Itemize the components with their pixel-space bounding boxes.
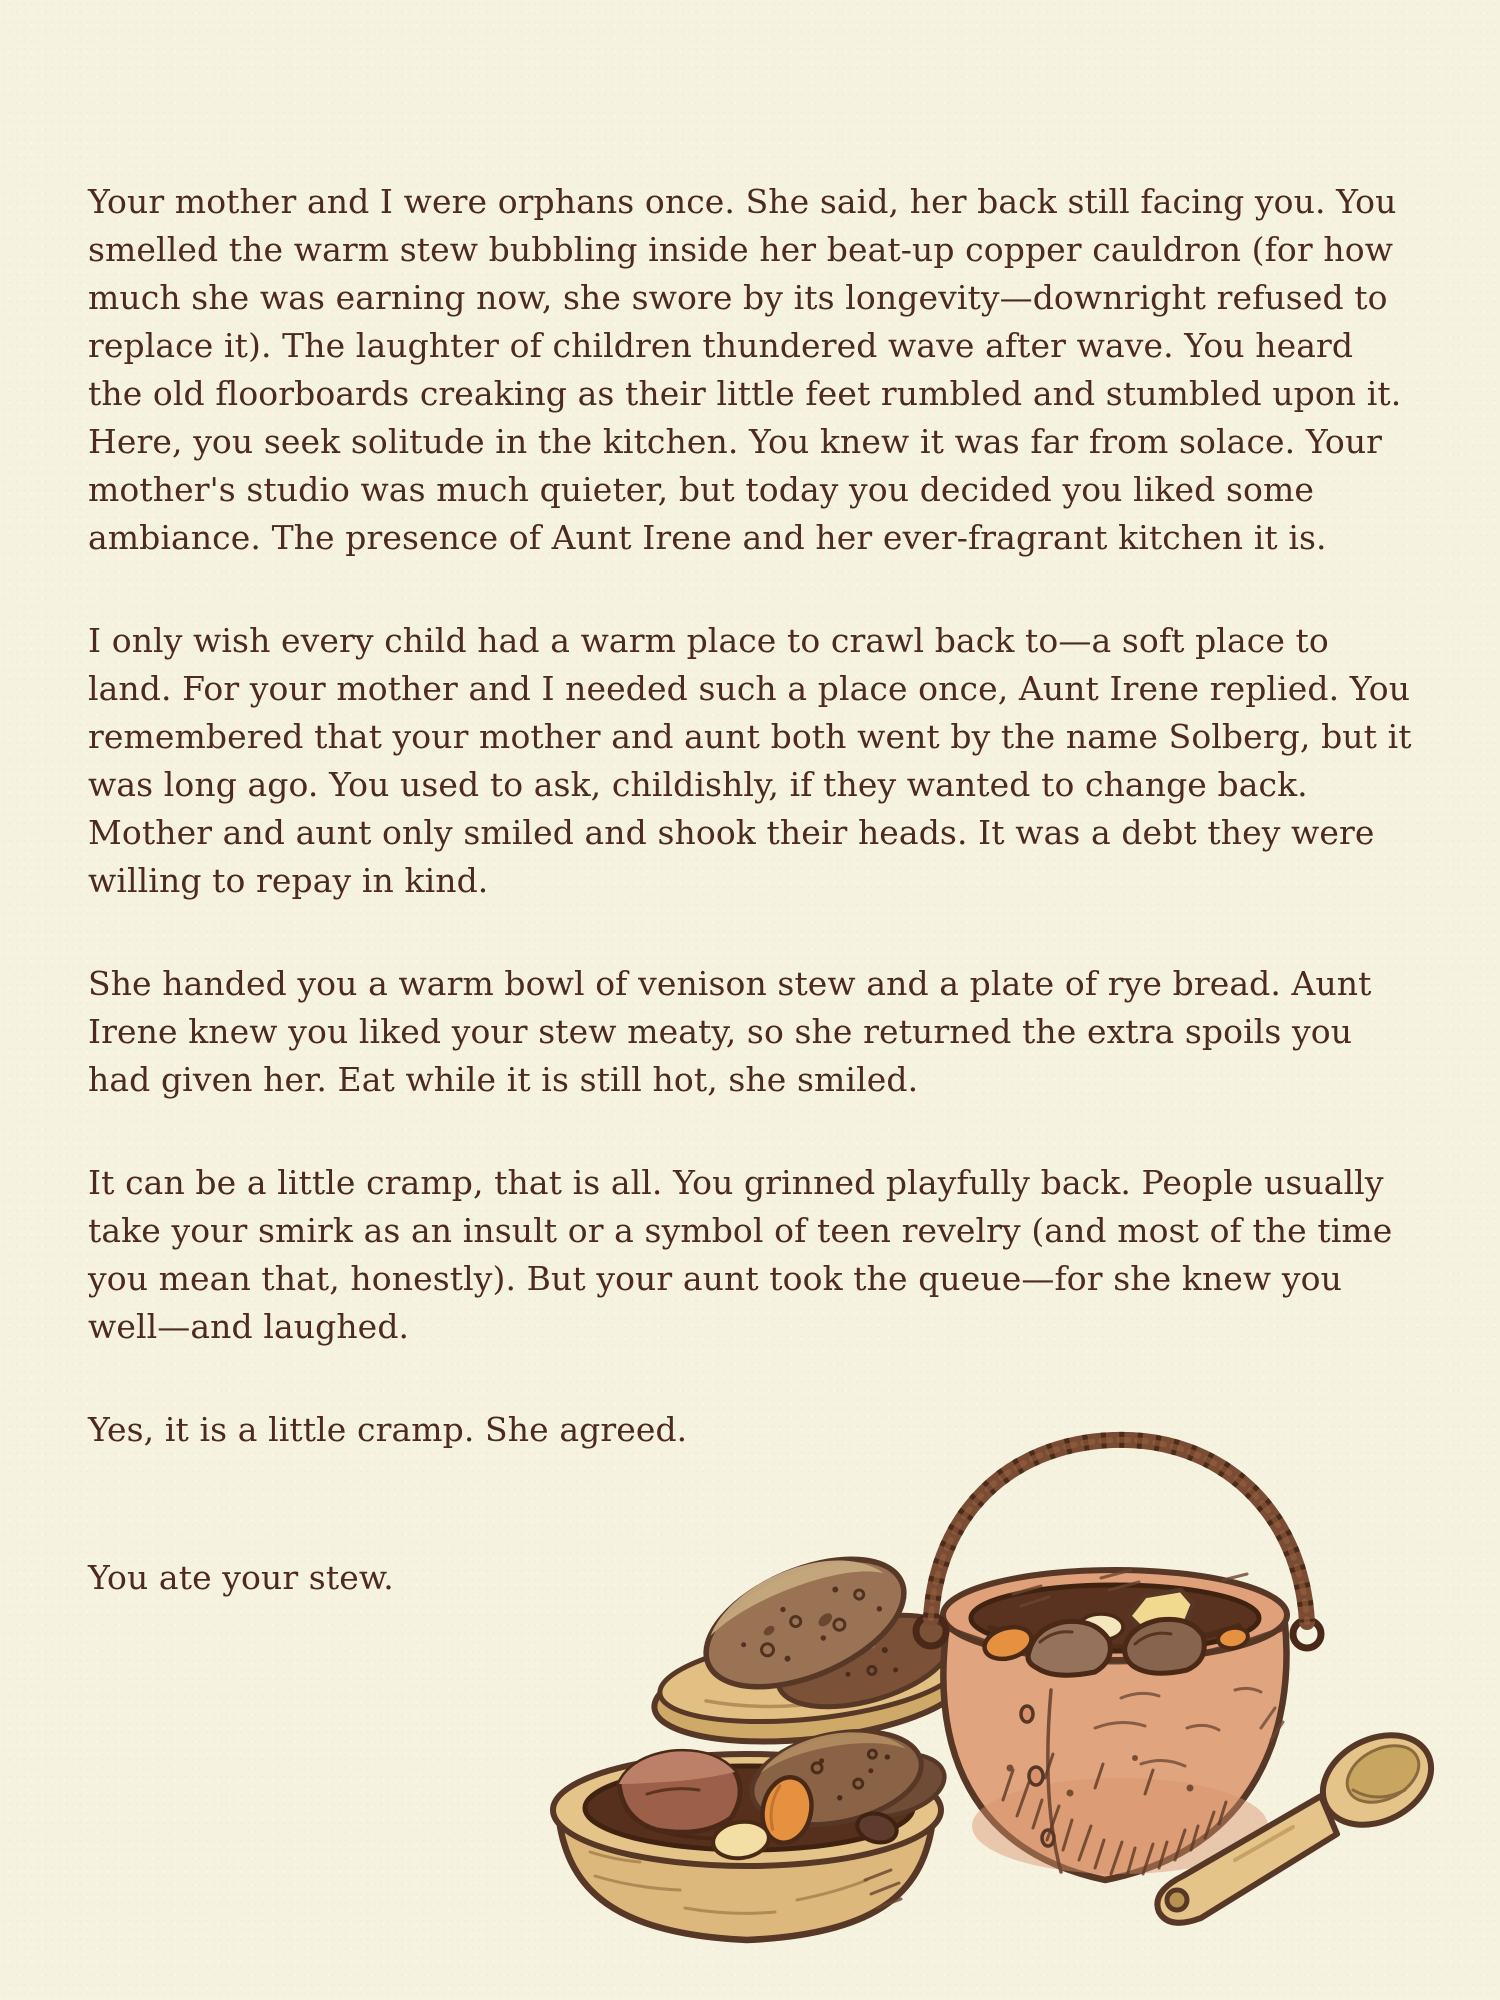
stew-pot: [943, 1570, 1287, 1880]
story-paragraph-3: I only wish every child had a warm place to crawl back to—a soft place to land. For your mother and I needed such a place once, Aunt Irene replied. You remembered that your mother and aunt both went by the name Solberg, but it was long ago. You used to ask, childishly, if they wanted to change back. Mother and aunt only smiled and shook their heads. It was a debt they were willing to repay in kind.: [88, 621, 1412, 900]
story-paragraph-4: She handed you a warm bowl of venison stew and a plate of rye bread. Aunt Irene knew you liked your stew meaty, so she returned the extra spoils you had given her. Eat while it is still hot, she smiled.: [88, 964, 1372, 1099]
story-text: [88, 178, 1413, 1602]
stew-meal-drawing: [535, 1428, 1445, 1980]
stew-meal-illustration: [535, 1428, 1445, 1980]
story-paragraph-2: Here, you seek solitude in the kitchen. You knew it was far from solace. Your mother's studio was much quieter, but today you decided you liked some ambiance. The presence of Aunt Irene and her ever-fragrant kitchen it is.: [88, 422, 1383, 557]
story-paragraph-6: Yes, it is a little cramp. She agreed.: [88, 1410, 688, 1449]
stew-bowl: [553, 1713, 950, 1940]
story-paragraph-5: It can be a little cramp, that is all. You grinned playfully back. People usually take your smirk as an insult or a symbol of teen revelry (and most of the time you mean that, honestly). But your aunt took the queue—for she knew you well—and laughed.: [88, 1163, 1393, 1346]
story-paragraph-7: You ate your stew.: [88, 1558, 394, 1597]
story-paragraph-1: Your mother and I were orphans once. She said, her back still facing you. You smelled the warm stew bubbling inside her beat-up copper cauldron (for how much she was earning now, she swore by its longevity—downright refused to replace it). The laughter of children thundered wave after wave. You heard the old floorboards creaking as their little feet rumbled and stumbled upon it.: [88, 182, 1402, 413]
